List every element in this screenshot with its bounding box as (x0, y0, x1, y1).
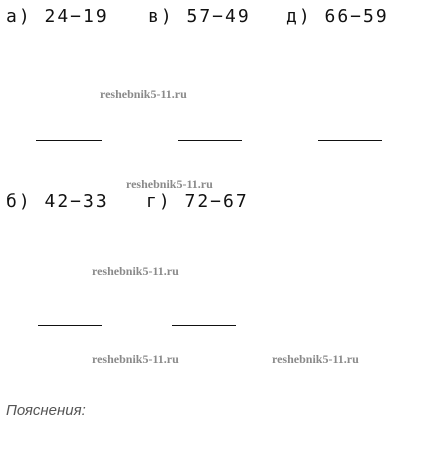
watermark: reshebnik5-11.ru (126, 177, 213, 191)
explanation-label: Пояснения: (6, 402, 86, 419)
problem-header: б) 42−33 (6, 191, 109, 212)
problem-header: в) 57−49 (148, 6, 251, 27)
result-divider (318, 140, 382, 141)
watermark: reshebnik5-11.ru (92, 352, 179, 366)
watermark: reshebnik5-11.ru (100, 87, 187, 101)
result-divider (172, 325, 236, 326)
problem-header: д) 66−59 (286, 6, 389, 27)
result-divider (36, 140, 102, 141)
watermark: reshebnik5-11.ru (272, 352, 359, 366)
problem-header: а) 24−19 (6, 6, 109, 27)
result-divider (38, 325, 102, 326)
watermark: reshebnik5-11.ru (92, 264, 179, 278)
result-divider (178, 140, 242, 141)
problem-header: г) 72−67 (146, 191, 249, 212)
